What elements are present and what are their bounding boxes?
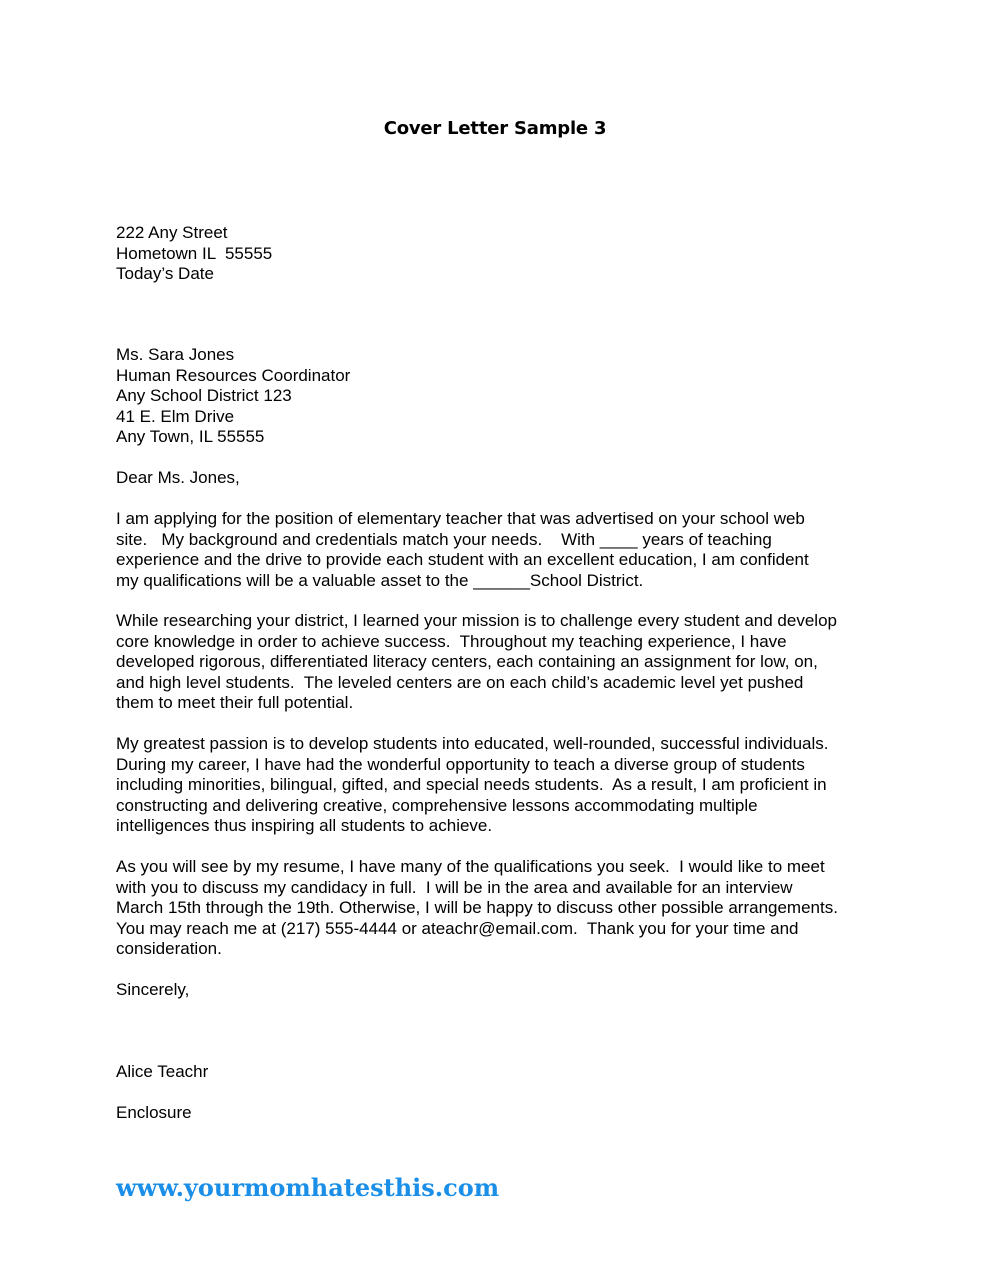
paragraph-line: with you to discuss my candidacy in full. I will be in the area and available for an interview [116,877,793,897]
paragraph-line: and high level students. The leveled centers are on each child’s academic level yet pushed [116,672,804,692]
paragraph-line: core knowledge in order to achieve success. Throughout my teaching experience, I have [116,631,787,651]
enclosure-note: Enclosure [116,1103,192,1122]
paragraph-line: them to meet their full potential. [116,693,354,712]
paragraph-line: You may reach me at (217) 555-4444 or ateachr@email.com. Thank you for your time and [116,918,799,938]
paragraph-1 [116,509,896,591]
paragraph-3 [116,734,896,837]
sender-city: Hometown IL 55555 [116,243,273,263]
paragraph-line: During my career, I have had the wonderful opportunity to teach a diverse group of students [116,754,805,774]
sender-street: 222 Any Street [116,223,228,242]
paragraph-line: including minorities, bilingual, gifted, and special needs students. As a result, I am proficient in [116,775,827,794]
paragraph-line: experience and the drive to provide each student with an excellent education, I am confident [116,550,809,569]
signature-name: Alice Teachr [116,1062,209,1081]
paragraph-line: As you will see by my resume, I have many of the qualifications you seek. I would like to meet [116,857,825,876]
recipient-name: Ms. Sara Jones [116,345,235,364]
website-watermark-link[interactable]: www.yourmomhatesthis.com [116,1173,500,1202]
paragraph-line: developed rigorous, differentiated literacy centers, each containing an assignment for low, on, [116,652,818,671]
salutation: Dear Ms. Jones, [116,468,240,487]
paragraph-line: intelligences thus inspiring all students to achieve. [116,816,493,835]
recipient-street: 41 E. Elm Drive [116,406,235,426]
recipient-organization: Any School District 123 [116,386,292,405]
sender-address [116,223,896,285]
paragraph-2 [116,611,896,714]
paragraph-line: consideration. [116,939,222,958]
letter-date: Today’s Date [116,264,214,283]
letter-title: Cover Letter Sample 3 [383,118,607,139]
paragraph-line: constructing and delivering creative, comprehensive lessons accommodating multiple [116,795,758,815]
recipient-city: Any Town, IL 55555 [116,427,265,446]
paragraph-line: site. My background and credentials match your needs. With ____ years of teaching [116,529,772,549]
paragraph-line: While researching your district, I learned your mission is to challenge every student and develop [116,611,837,630]
paragraph-line: I am applying for the position of elementary teacher that was advertised on your school web [116,509,805,528]
paragraph-line: My greatest passion is to develop students into educated, well-rounded, successful individuals. [116,734,829,753]
recipient-address [116,345,896,448]
paragraph-line: my qualifications will be a valuable asset to the ______School District. [116,570,644,590]
paragraph-4 [116,857,896,960]
recipient-title: Human Resources Coordinator [116,365,351,385]
closing: Sincerely, [116,980,190,999]
paragraph-line: March 15th through the 19th. Otherwise, I will be happy to discuss other possible arrangements. [116,898,838,917]
